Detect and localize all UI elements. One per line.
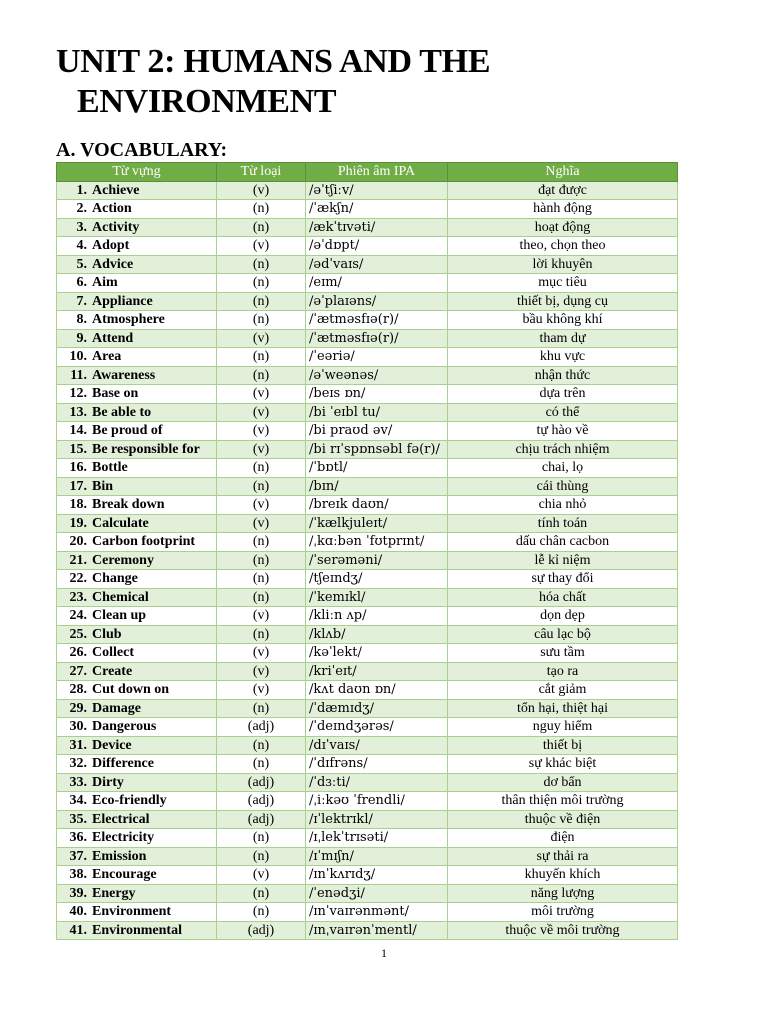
table-row	[57, 847, 678, 866]
part-of-speech-cell: (adj)	[217, 792, 306, 811]
ipa-cell: /ˌiːkəʊ ˈfrendli/	[306, 792, 448, 811]
ipa-cell: /ədˈvaɪs/	[306, 255, 448, 274]
meaning-cell: cắt giảm	[448, 681, 678, 700]
row-number: 30.	[69, 719, 87, 735]
meaning-cell: sự thay đổi	[448, 570, 678, 589]
part-of-speech-cell: (v)	[217, 681, 306, 700]
table-row	[57, 607, 678, 626]
vocab-word: Electrical	[92, 811, 150, 827]
vocab-word: Club	[92, 626, 122, 642]
vocab-word-cell	[57, 551, 217, 570]
vocab-word: Achieve	[92, 182, 140, 198]
meaning-cell: tạo ra	[448, 662, 678, 681]
table-row	[57, 311, 678, 330]
vocab-word-cell	[57, 348, 217, 367]
ipa-cell: /ˈserəməni/	[306, 551, 448, 570]
vocab-word: Difference	[92, 756, 154, 772]
ipa-cell: /ˈdæmɪdʒ/	[306, 699, 448, 718]
vocab-word: Dangerous	[92, 719, 157, 735]
title-line-1: UNIT 2: HUMANS AND THE	[56, 43, 491, 80]
ipa-cell: /ˈdɪfrəns/	[306, 755, 448, 774]
meaning-cell: theo, chọn theo	[448, 237, 678, 256]
table-row	[57, 551, 678, 570]
row-number: 3.	[76, 219, 87, 235]
meaning-cell: thiết bị	[448, 736, 678, 755]
ipa-cell: /ɪˈlektrɪkl/	[306, 810, 448, 829]
vocab-word: Eco-friendly	[92, 793, 167, 809]
vocab-word: Electricity	[92, 830, 155, 846]
meaning-cell: nguy hiểm	[448, 718, 678, 737]
vocab-word-cell	[57, 810, 217, 829]
meaning-cell: tự hào về	[448, 422, 678, 441]
table-header-row	[57, 163, 678, 182]
vocab-word-cell	[57, 274, 217, 293]
page-title	[56, 42, 716, 122]
row-number: 27.	[69, 663, 87, 679]
meaning-cell: điện	[448, 829, 678, 848]
ipa-cell: /ɪnˌvaɪrənˈmentl/	[306, 921, 448, 940]
part-of-speech-cell: (v)	[217, 237, 306, 256]
vocab-word-cell	[57, 218, 217, 237]
table-row	[57, 903, 678, 922]
meaning-cell: thân thiện môi trường	[448, 792, 678, 811]
part-of-speech-cell: (n)	[217, 348, 306, 367]
table-row	[57, 755, 678, 774]
part-of-speech-cell: (v)	[217, 385, 306, 404]
vocab-word: Environmental	[92, 922, 182, 938]
ipa-cell: /ɪˈmɪʃn/	[306, 847, 448, 866]
part-of-speech-cell: (v)	[217, 403, 306, 422]
part-of-speech-cell: (v)	[217, 662, 306, 681]
table-row	[57, 588, 678, 607]
row-number: 35.	[69, 811, 87, 827]
row-number: 10.	[69, 349, 87, 365]
table-row	[57, 533, 678, 552]
row-number: 5.	[76, 256, 87, 272]
ipa-cell: /dɪˈvaɪs/	[306, 736, 448, 755]
table-row	[57, 329, 678, 348]
part-of-speech-cell: (v)	[217, 644, 306, 663]
row-number: 19.	[69, 515, 87, 531]
meaning-cell: bầu không khí	[448, 311, 678, 330]
title-line-2: ENVIRONMENT	[77, 83, 337, 120]
vocab-word: Advice	[92, 256, 134, 272]
ipa-cell: /beɪs ɒn/	[306, 385, 448, 404]
vocab-word-cell	[57, 329, 217, 348]
ipa-cell: /ˈenədʒi/	[306, 884, 448, 903]
ipa-cell: /breɪk daʊn/	[306, 496, 448, 515]
vocab-word-cell	[57, 644, 217, 663]
part-of-speech-cell: (n)	[217, 218, 306, 237]
vocab-word: Activity	[92, 219, 140, 235]
header-word: Từ vựng	[57, 163, 217, 182]
vocab-word-cell	[57, 533, 217, 552]
row-number: 2.	[76, 201, 87, 217]
part-of-speech-cell: (v)	[217, 866, 306, 885]
part-of-speech-cell: (v)	[217, 514, 306, 533]
table-row	[57, 810, 678, 829]
ipa-cell: /ɪˌlekˈtrɪsəti/	[306, 829, 448, 848]
table-row	[57, 255, 678, 274]
ipa-cell: /ˈeəriə/	[306, 348, 448, 367]
meaning-cell: cái thùng	[448, 477, 678, 496]
ipa-cell: /ɪnˈkʌrɪdʒ/	[306, 866, 448, 885]
part-of-speech-cell: (adj)	[217, 718, 306, 737]
row-number: 12.	[69, 386, 87, 402]
table-row	[57, 218, 678, 237]
vocab-word-cell	[57, 570, 217, 589]
meaning-cell: sưu tầm	[448, 644, 678, 663]
row-number: 33.	[69, 774, 87, 790]
vocab-word: Action	[92, 201, 132, 217]
ipa-cell: /ˈækʃn/	[306, 200, 448, 219]
table-body	[57, 181, 678, 940]
part-of-speech-cell: (n)	[217, 847, 306, 866]
vocab-word: Device	[92, 737, 132, 753]
table-row	[57, 884, 678, 903]
meaning-cell: năng lượng	[448, 884, 678, 903]
ipa-cell: /kʌt daʊn ɒn/	[306, 681, 448, 700]
ipa-cell: /kəˈlekt/	[306, 644, 448, 663]
part-of-speech-cell: (n)	[217, 829, 306, 848]
part-of-speech-cell: (n)	[217, 292, 306, 311]
meaning-cell: dấu chân cacbon	[448, 533, 678, 552]
table-row	[57, 792, 678, 811]
vocab-word-cell	[57, 662, 217, 681]
header-meaning: Nghĩa	[448, 163, 678, 182]
row-number: 36.	[69, 830, 87, 846]
ipa-cell: /əˈplaɪəns/	[306, 292, 448, 311]
part-of-speech-cell: (n)	[217, 884, 306, 903]
table-row	[57, 366, 678, 385]
vocab-word-cell	[57, 866, 217, 885]
vocab-word: Bin	[92, 478, 114, 494]
vocab-word-cell	[57, 422, 217, 441]
ipa-cell: /ˌkɑːbən ˈfʊtprɪnt/	[306, 533, 448, 552]
meaning-cell: tổn hại, thiệt hại	[448, 699, 678, 718]
part-of-speech-cell: (v)	[217, 440, 306, 459]
table-row	[57, 440, 678, 459]
vocab-word: Be proud of	[92, 423, 163, 439]
vocab-word-cell	[57, 829, 217, 848]
part-of-speech-cell: (n)	[217, 903, 306, 922]
ipa-cell: /əˈdɒpt/	[306, 237, 448, 256]
meaning-cell: thuộc về điện	[448, 810, 678, 829]
ipa-cell: /ˈdɜːti/	[306, 773, 448, 792]
row-number: 8.	[76, 312, 87, 328]
vocab-word-cell	[57, 181, 217, 200]
vocab-word-cell	[57, 773, 217, 792]
vocab-word: Energy	[92, 885, 136, 901]
meaning-cell: môi trường	[448, 903, 678, 922]
part-of-speech-cell: (n)	[217, 274, 306, 293]
table-row	[57, 181, 678, 200]
ipa-cell: /kriˈeɪt/	[306, 662, 448, 681]
meaning-cell: đạt được	[448, 181, 678, 200]
table-row	[57, 699, 678, 718]
meaning-cell: thiết bị, dụng cụ	[448, 292, 678, 311]
table-row	[57, 477, 678, 496]
row-number: 39.	[69, 885, 87, 901]
vocab-word: Area	[92, 349, 122, 365]
part-of-speech-cell: (v)	[217, 329, 306, 348]
ipa-cell: /bɪn/	[306, 477, 448, 496]
table-row	[57, 403, 678, 422]
part-of-speech-cell: (n)	[217, 366, 306, 385]
part-of-speech-cell: (n)	[217, 570, 306, 589]
vocab-word: Be responsible for	[92, 441, 200, 457]
vocab-word-cell	[57, 459, 217, 478]
meaning-cell: tính toán	[448, 514, 678, 533]
meaning-cell: nhận thức	[448, 366, 678, 385]
vocab-word-cell	[57, 847, 217, 866]
vocab-word-cell	[57, 755, 217, 774]
table-row	[57, 292, 678, 311]
part-of-speech-cell: (n)	[217, 736, 306, 755]
row-number: 38.	[69, 867, 87, 883]
row-number: 18.	[69, 497, 87, 513]
vocab-word: Cut down on	[92, 682, 170, 698]
meaning-cell: câu lạc bộ	[448, 625, 678, 644]
vocab-word: Attend	[92, 330, 134, 346]
row-number: 17.	[69, 478, 87, 494]
header-pos: Từ loại	[217, 163, 306, 182]
ipa-cell: /əˈtʃiːv/	[306, 181, 448, 200]
table-row	[57, 773, 678, 792]
part-of-speech-cell: (n)	[217, 311, 306, 330]
row-number: 34.	[69, 793, 87, 809]
part-of-speech-cell: (n)	[217, 477, 306, 496]
part-of-speech-cell: (n)	[217, 588, 306, 607]
part-of-speech-cell: (adj)	[217, 810, 306, 829]
vocab-word-cell	[57, 903, 217, 922]
ipa-cell: /bi ˈeɪbl tu/	[306, 403, 448, 422]
row-number: 13.	[69, 404, 87, 420]
vocab-word: Collect	[92, 645, 134, 661]
vocab-word: Environment	[92, 904, 172, 920]
row-number: 31.	[69, 737, 87, 753]
meaning-cell: hóa chất	[448, 588, 678, 607]
table-row	[57, 348, 678, 367]
meaning-cell: chịu trách nhiệm	[448, 440, 678, 459]
row-number: 14.	[69, 423, 87, 439]
vocab-word-cell	[57, 625, 217, 644]
row-number: 32.	[69, 756, 87, 772]
table-row	[57, 200, 678, 219]
vocab-word: Ceremony	[92, 552, 154, 568]
part-of-speech-cell: (v)	[217, 181, 306, 200]
vocab-word: Carbon footprint	[92, 534, 196, 550]
vocab-word-cell	[57, 366, 217, 385]
part-of-speech-cell: (adj)	[217, 773, 306, 792]
vocab-word: Be able to	[92, 404, 152, 420]
row-number: 25.	[69, 626, 87, 642]
row-number: 37.	[69, 848, 87, 864]
ipa-cell: /kliːn ʌp/	[306, 607, 448, 626]
meaning-cell: chai, lọ	[448, 459, 678, 478]
meaning-cell: mục tiêu	[448, 274, 678, 293]
row-number: 4.	[76, 238, 87, 254]
vocab-word: Clean up	[92, 608, 147, 624]
vocab-word: Calculate	[92, 515, 149, 531]
table-row	[57, 736, 678, 755]
meaning-cell: sự thải ra	[448, 847, 678, 866]
vocab-word-cell	[57, 681, 217, 700]
row-number: 40.	[69, 904, 87, 920]
row-number: 22.	[69, 571, 87, 587]
ipa-cell: /bi rɪˈspɒnsəbl fə(r)/	[306, 440, 448, 459]
vocab-word: Adopt	[92, 238, 130, 254]
header-ipa: Phiên âm IPA	[306, 163, 448, 182]
part-of-speech-cell: (v)	[217, 607, 306, 626]
vocab-word-cell	[57, 718, 217, 737]
table-row	[57, 625, 678, 644]
table-row	[57, 274, 678, 293]
vocab-word: Damage	[92, 700, 141, 716]
vocab-word: Change	[92, 571, 138, 587]
vocab-word: Appliance	[92, 293, 153, 309]
vocab-word: Base on	[92, 386, 139, 402]
section-heading: A. VOCABULARY:	[56, 139, 228, 161]
ipa-cell: /ˈætməsfɪə(r)/	[306, 329, 448, 348]
vocab-word: Bottle	[92, 460, 128, 476]
part-of-speech-cell: (n)	[217, 755, 306, 774]
meaning-cell: khu vực	[448, 348, 678, 367]
ipa-cell: /ˈkælkjuleɪt/	[306, 514, 448, 533]
vocab-word-cell	[57, 440, 217, 459]
vocab-word: Emission	[92, 848, 147, 864]
row-number: 9.	[76, 330, 87, 346]
part-of-speech-cell: (n)	[217, 200, 306, 219]
meaning-cell: hoạt động	[448, 218, 678, 237]
vocab-word-cell	[57, 200, 217, 219]
meaning-cell: dựa trên	[448, 385, 678, 404]
row-number: 23.	[69, 589, 87, 605]
vocab-word-cell	[57, 921, 217, 940]
row-number: 7.	[76, 293, 87, 309]
vocab-word-cell	[57, 792, 217, 811]
ipa-cell: /tʃeɪndʒ/	[306, 570, 448, 589]
row-number: 29.	[69, 700, 87, 716]
row-number: 16.	[69, 460, 87, 476]
row-number: 20.	[69, 534, 87, 550]
table-row	[57, 514, 678, 533]
meaning-cell: tham dự	[448, 329, 678, 348]
ipa-cell: /eɪm/	[306, 274, 448, 293]
vocab-word-cell	[57, 311, 217, 330]
meaning-cell: dọn dẹp	[448, 607, 678, 626]
page-number: 1	[381, 946, 387, 960]
meaning-cell: chia nhỏ	[448, 496, 678, 515]
vocab-word-cell	[57, 607, 217, 626]
ipa-cell: /bi praʊd əv/	[306, 422, 448, 441]
meaning-cell: sự khác biệt	[448, 755, 678, 774]
meaning-cell: khuyến khích	[448, 866, 678, 885]
vocab-word: Break down	[92, 497, 165, 513]
table-row	[57, 496, 678, 515]
row-number: 24.	[69, 608, 87, 624]
vocab-word-cell	[57, 292, 217, 311]
part-of-speech-cell: (n)	[217, 699, 306, 718]
part-of-speech-cell: (v)	[217, 422, 306, 441]
vocab-word-cell	[57, 403, 217, 422]
vocab-word: Encourage	[92, 867, 157, 883]
vocab-word-cell	[57, 514, 217, 533]
vocabulary-table	[56, 162, 678, 940]
vocab-word-cell	[57, 699, 217, 718]
row-number: 1.	[76, 182, 87, 198]
table-row	[57, 644, 678, 663]
table-row	[57, 681, 678, 700]
part-of-speech-cell: (n)	[217, 551, 306, 570]
table-row	[57, 422, 678, 441]
table-row	[57, 866, 678, 885]
table-row	[57, 921, 678, 940]
vocab-word-cell	[57, 237, 217, 256]
table-row	[57, 459, 678, 478]
ipa-cell: /ˈætməsfɪə(r)/	[306, 311, 448, 330]
part-of-speech-cell: (n)	[217, 625, 306, 644]
ipa-cell: /ækˈtɪvəti/	[306, 218, 448, 237]
meaning-cell: có thể	[448, 403, 678, 422]
meaning-cell: lời khuyên	[448, 255, 678, 274]
row-number: 41.	[69, 922, 87, 938]
ipa-cell: /ˈkemɪkl/	[306, 588, 448, 607]
vocab-word-cell	[57, 736, 217, 755]
row-number: 28.	[69, 682, 87, 698]
meaning-cell: thuộc về môi trường	[448, 921, 678, 940]
ipa-cell: /ˈbɒtl/	[306, 459, 448, 478]
table-row	[57, 718, 678, 737]
vocab-word: Chemical	[92, 589, 149, 605]
part-of-speech-cell: (adj)	[217, 921, 306, 940]
table-row	[57, 385, 678, 404]
vocab-word-cell	[57, 496, 217, 515]
row-number: 11.	[70, 367, 87, 383]
vocab-word: Dirty	[92, 774, 124, 790]
vocab-word-cell	[57, 588, 217, 607]
row-number: 6.	[76, 275, 87, 291]
vocab-word: Aim	[92, 275, 118, 291]
ipa-cell: /klʌb/	[306, 625, 448, 644]
meaning-cell: hành động	[448, 200, 678, 219]
ipa-cell: /əˈweənəs/	[306, 366, 448, 385]
meaning-cell: lễ kỉ niệm	[448, 551, 678, 570]
table-row	[57, 237, 678, 256]
ipa-cell: /ɪnˈvaɪrənmənt/	[306, 903, 448, 922]
part-of-speech-cell: (n)	[217, 459, 306, 478]
vocab-word-cell	[57, 477, 217, 496]
vocab-word-cell	[57, 884, 217, 903]
meaning-cell: dơ bẩn	[448, 773, 678, 792]
vocab-word: Create	[92, 663, 133, 679]
part-of-speech-cell: (n)	[217, 533, 306, 552]
vocab-word-cell	[57, 255, 217, 274]
row-number: 21.	[69, 552, 87, 568]
part-of-speech-cell: (v)	[217, 496, 306, 515]
vocab-word: Atmosphere	[92, 312, 165, 328]
table-row	[57, 829, 678, 848]
ipa-cell: /ˈdeɪndʒərəs/	[306, 718, 448, 737]
part-of-speech-cell: (n)	[217, 255, 306, 274]
vocab-word: Awareness	[92, 367, 156, 383]
vocab-word-cell	[57, 385, 217, 404]
row-number: 26.	[69, 645, 87, 661]
table-row	[57, 570, 678, 589]
table-row	[57, 662, 678, 681]
row-number: 15.	[69, 441, 87, 457]
